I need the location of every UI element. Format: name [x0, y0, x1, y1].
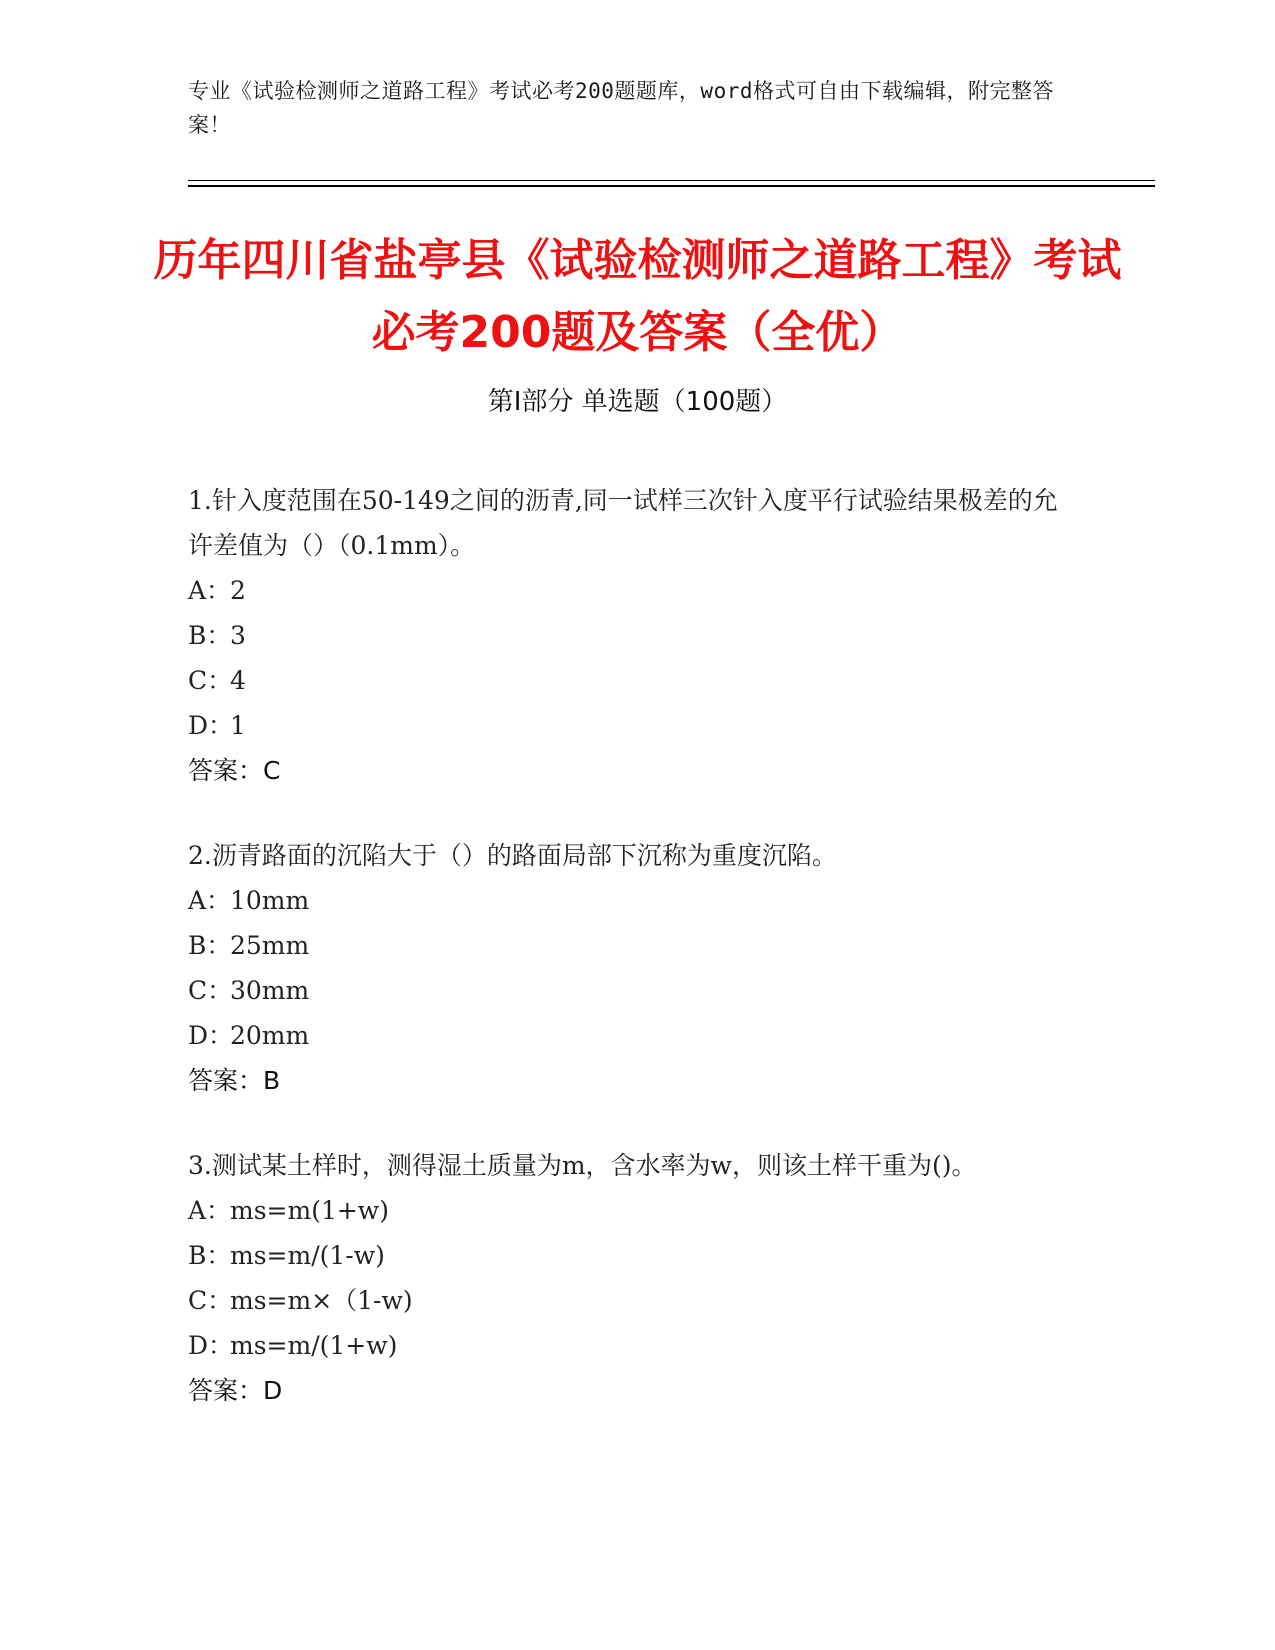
option-letter: B： — [188, 1241, 232, 1270]
option-letter: A： — [188, 1196, 232, 1225]
header-rule-top — [188, 180, 1155, 181]
option-letter: D： — [188, 1021, 234, 1050]
option-text: ms=m/(1+w) — [230, 1331, 398, 1360]
option-text: ms=m(1+w) — [230, 1196, 389, 1225]
question-stem: 1.针入度范围在50-149之间的沥青,同一试样三次针入度平行试验结果极差的允许差值为（）（0.1mm）。 — [188, 486, 1058, 560]
question-2 — [188, 833, 1068, 1103]
option-text: 2 — [230, 576, 246, 605]
header-rule-bottom — [188, 185, 1155, 187]
answer-line: 答案：B — [188, 1066, 281, 1095]
option-c — [188, 968, 1068, 1013]
option-text: 3 — [230, 621, 246, 650]
question-stem: 3.测试某土样时，测得湿土质量为m，含水率为w，则该土样干重为()。 — [188, 1151, 977, 1180]
option-letter: B： — [188, 931, 232, 960]
section-title: 第Ⅰ部分 单选题（100题） — [487, 387, 788, 417]
option-text: 10mm — [230, 886, 310, 915]
question-1 — [188, 478, 1068, 793]
option-letter: A： — [188, 886, 232, 915]
option-text: 25mm — [230, 931, 310, 960]
option-letter: C： — [188, 976, 233, 1005]
option-text: 20mm — [230, 1021, 310, 1050]
question-3 — [188, 1143, 1068, 1413]
option-d — [188, 1013, 1068, 1058]
option-letter: A： — [188, 576, 232, 605]
answer-line: 答案：C — [188, 756, 281, 785]
option-letter: D： — [188, 711, 234, 740]
document-title: 历年四川省盐亭县《试验检测师之道路工程》考试必考200题及答案（全优） — [153, 235, 1122, 358]
option-letter: C： — [188, 1286, 233, 1315]
option-text: 4 — [230, 666, 246, 695]
header-note: 专业《试验检测师之道路工程》考试必考200题题库，word格式可自由下载编辑，附完整答案！ — [188, 79, 1054, 137]
option-text: ms=m×（1-w) — [230, 1286, 413, 1315]
question-stem: 2.沥青路面的沉陷大于（）的路面局部下沉称为重度沉陷。 — [188, 841, 837, 870]
option-b — [188, 1233, 1068, 1278]
option-c — [188, 1278, 1068, 1323]
option-text: ms=m/(1-w) — [230, 1241, 385, 1270]
option-letter: D： — [188, 1331, 234, 1360]
question-list — [188, 478, 1068, 1453]
option-d — [188, 703, 1068, 748]
option-a — [188, 568, 1068, 613]
option-b — [188, 923, 1068, 968]
answer-line: 答案：D — [188, 1376, 283, 1405]
option-a — [188, 878, 1068, 923]
option-b — [188, 613, 1068, 658]
option-c — [188, 658, 1068, 703]
option-letter: C： — [188, 666, 233, 695]
option-text: 1 — [230, 711, 246, 740]
option-a — [188, 1188, 1068, 1233]
option-text: 30mm — [230, 976, 310, 1005]
option-letter: B： — [188, 621, 232, 650]
option-d — [188, 1323, 1068, 1368]
